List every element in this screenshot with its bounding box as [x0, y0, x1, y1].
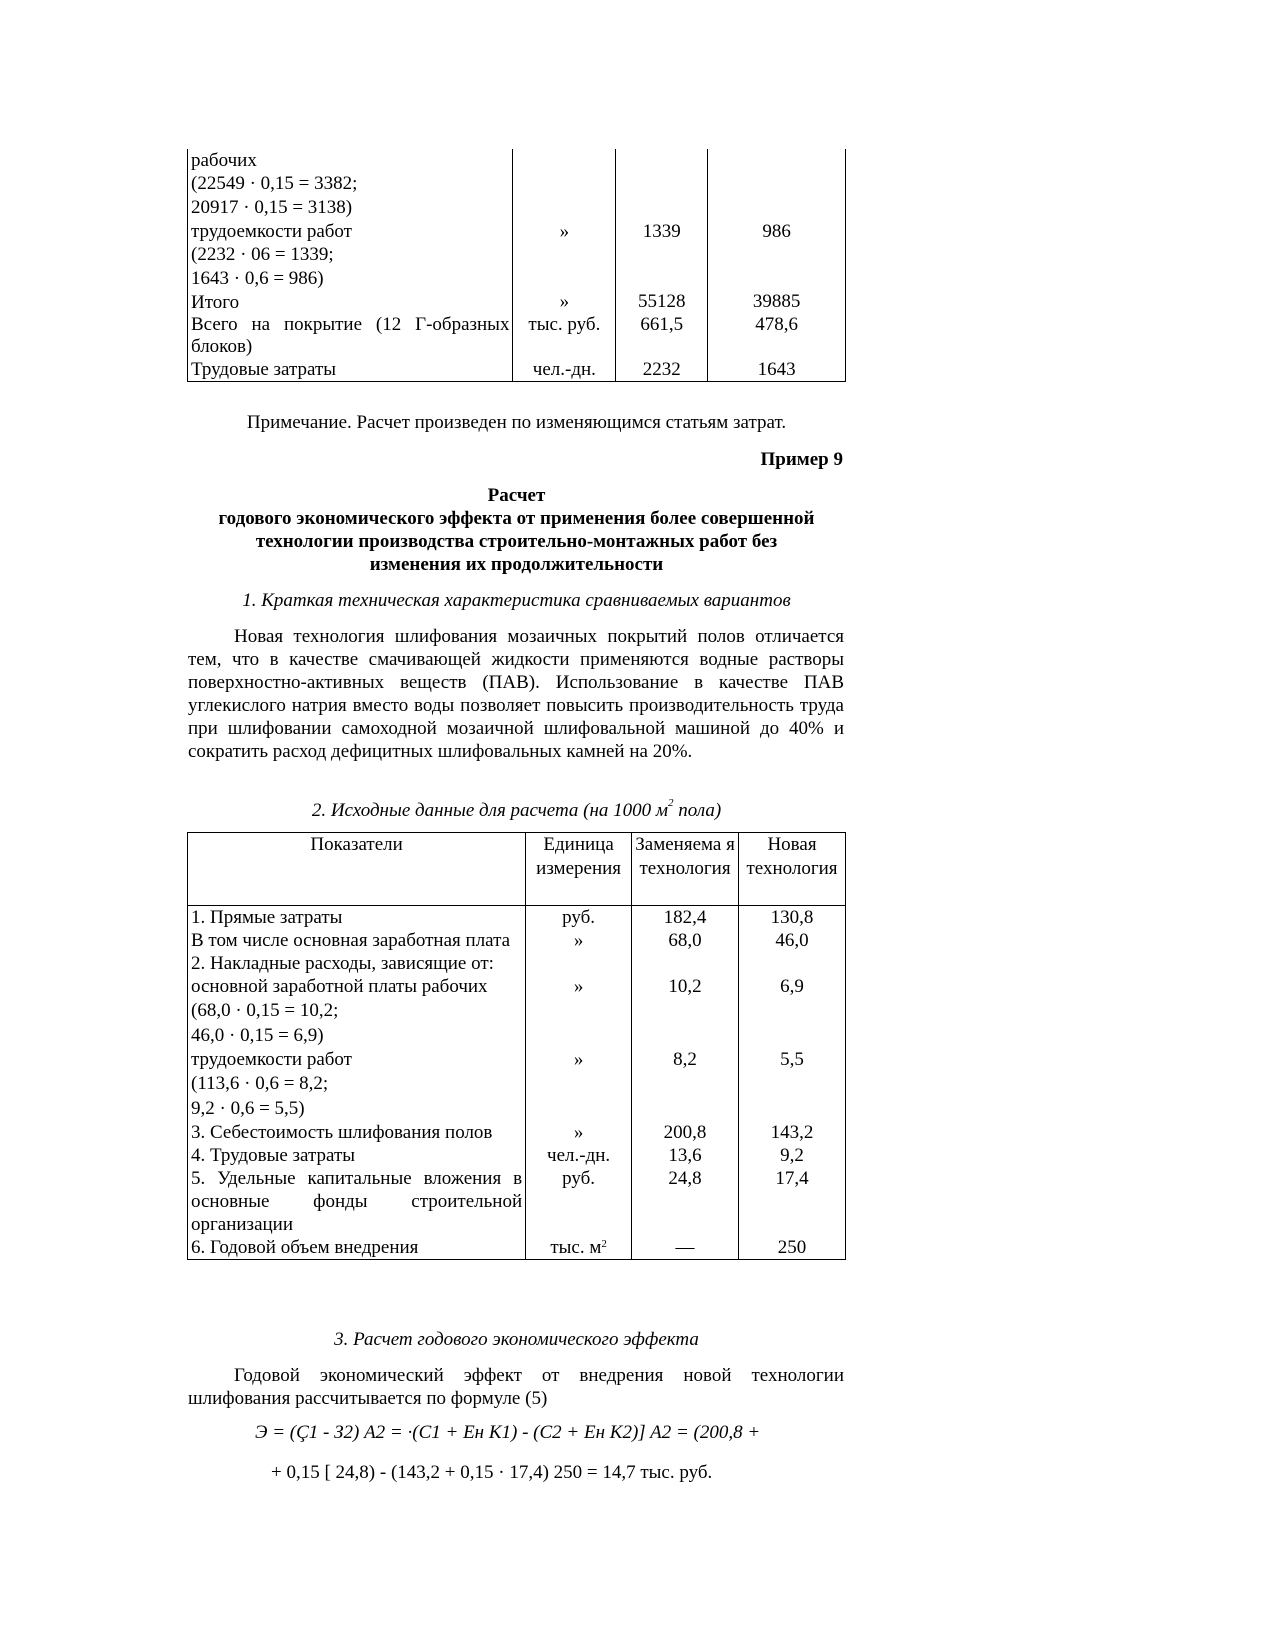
column-header: Показатели: [188, 833, 526, 906]
old-value-cell: 2232: [616, 358, 708, 382]
section-heading-2: 2. Исходные данные для расчета (на 1000 $м^2$ пола): [311, 797, 722, 821]
new-value-cell: [739, 952, 846, 975]
title-line: Расчет: [487, 485, 546, 506]
table-row: [188, 929, 846, 952]
old-value-cell: 661,5: [616, 314, 708, 358]
new-value-cell: 986: [708, 220, 846, 291]
old-value-cell: —: [632, 1236, 739, 1260]
table-row: [188, 291, 846, 314]
old-value-cell: 10,2: [632, 975, 739, 1048]
document-title: [187, 484, 846, 576]
indicator-cell: трудоемкости работ (113,6 · 0,6 = 8,2; 9,2 · 0,6 = 5,5): [188, 1048, 526, 1121]
paragraph-description: Новая технология шлифования мозаичных покрытий полов отличается тем, что в качестве смачивающей жидкости применяются водные растворы поверхностно-активных веществ (ПАВ). Использование в качестве ПАВ углекислого натрия вместо воды позволяет повысить производительность труда при шлифовании самоходной мозаичной шлифовальной машиной до 40% и сократить расход дефицитных шлифовальных камней на 20%.: [188, 626, 844, 762]
old-value-cell: [632, 952, 739, 975]
new-value-cell: 17,4: [739, 1167, 846, 1236]
old-value-cell: 200,8: [632, 1121, 739, 1144]
indicator-cell: трудоемкости работ (2232 · 06 = 1339; 1643 · 0,6 = 986): [188, 220, 513, 291]
new-value-cell: 478,6: [708, 314, 846, 358]
table-row: [188, 1167, 846, 1236]
indicator-cell: Всего на покрытие (12 Г-образных блоков): [188, 314, 513, 358]
unit-cell: »: [526, 975, 632, 1048]
column-header: Новая технология: [739, 833, 846, 906]
new-value-cell: 130,8: [739, 906, 846, 930]
unit-cell: чел.-дн.: [526, 1144, 632, 1167]
section-heading-3: 3. Расчет годового экономического эффекта: [334, 1329, 699, 1350]
new-value-cell: 5,5: [739, 1048, 846, 1121]
indicator-cell: 2. Накладные расходы, зависящие от:: [188, 952, 526, 975]
old-value-cell: 24,8: [632, 1167, 739, 1236]
formula-line-2: + 0,15 [ 24,8) - (143,2 + 0,15 · 17,4) 250 = 14,7 тыс. руб.: [271, 1462, 713, 1483]
paragraph-formula-intro: Годовой экономический эффект от внедрения новой технологии шлифования рассчитывается по формуле (5): [188, 1365, 844, 1409]
new-value-cell: 6,9: [739, 975, 846, 1048]
table-note: Примечание. Расчет произведен по изменяющимся статьям затрат.: [246, 412, 787, 433]
unit-cell: »: [513, 220, 616, 291]
old-value-cell: [616, 149, 708, 220]
table-row: [188, 149, 846, 220]
new-value-cell: 1643: [708, 358, 846, 382]
section-heading-1: 1. Краткая техническая характеристика сравниваемых вариантов: [242, 590, 791, 611]
unit-cell: руб.: [526, 906, 632, 930]
table-header-row: [188, 833, 846, 906]
input-data-table: [187, 832, 846, 1260]
title-line: годового экономического эффекта от применения более совершенной: [218, 508, 815, 529]
table-row: [188, 1121, 846, 1144]
table-row: [188, 906, 846, 930]
old-value-cell: 8,2: [632, 1048, 739, 1121]
table-row: [188, 1144, 846, 1167]
old-value-cell: 13,6: [632, 1144, 739, 1167]
title-line: изменения их продолжительности: [369, 554, 664, 575]
unit-cell: чел.-дн.: [513, 358, 616, 382]
table-row: [188, 314, 846, 358]
indicator-cell: В том числе основная заработная плата: [188, 929, 526, 952]
cost-table-continued: [187, 149, 846, 382]
unit-cell: »: [526, 929, 632, 952]
example-label: Пример 9: [760, 449, 843, 470]
new-value-cell: 39885: [708, 291, 846, 314]
old-value-cell: 55128: [616, 291, 708, 314]
column-header: Заменяема я технология: [632, 833, 739, 906]
old-value-cell: 1339: [616, 220, 708, 291]
table-row: [188, 1048, 846, 1121]
formula-line-1: Э = (Ç1 - З2) A2 = ·(C1 + Eн K1) - (C2 + Eн K2)] A2 = (200,8 +: [255, 1422, 761, 1443]
unit-cell: [513, 149, 616, 220]
indicator-cell: 6. Годовой объем внедрения: [188, 1236, 526, 1260]
table-row: [188, 358, 846, 382]
indicator-cell: 5. Удельные капитальные вложения в основные фонды строительной организации: [188, 1167, 526, 1236]
table-row: [188, 1236, 846, 1260]
indicator-cell: Итого: [188, 291, 513, 314]
indicator-cell: Трудовые затраты: [188, 358, 513, 382]
title-line: технологии производства строительно-монтажных работ без: [255, 531, 778, 552]
indicator-cell: рабочих (22549 · 0,15 = 3382; 20917 · 0,15 = 3138): [188, 149, 513, 220]
column-header: Единица измерения: [526, 833, 632, 906]
new-value-cell: 46,0: [739, 929, 846, 952]
indicator-cell: 4. Трудовые затраты: [188, 1144, 526, 1167]
unit-cell: »: [526, 1121, 632, 1144]
unit-cell: тыс. $м^2$: [526, 1236, 632, 1260]
table-row: [188, 975, 846, 1048]
unit-cell: [526, 952, 632, 975]
new-value-cell: [708, 149, 846, 220]
new-value-cell: 250: [739, 1236, 846, 1260]
table-row: [188, 952, 846, 975]
table-row: [188, 220, 846, 291]
indicator-cell: 1. Прямые затраты: [188, 906, 526, 930]
unit-cell: тыс. руб.: [513, 314, 616, 358]
unit-cell: »: [513, 291, 616, 314]
old-value-cell: 182,4: [632, 906, 739, 930]
new-value-cell: 143,2: [739, 1121, 846, 1144]
unit-cell: »: [526, 1048, 632, 1121]
indicator-cell: 3. Себестоимость шлифования полов: [188, 1121, 526, 1144]
old-value-cell: 68,0: [632, 929, 739, 952]
indicator-cell: основной заработной платы рабочих (68,0 · 0,15 = 10,2; 46,0 · 0,15 = 6,9): [188, 975, 526, 1048]
unit-cell: руб.: [526, 1167, 632, 1236]
new-value-cell: 9,2: [739, 1144, 846, 1167]
